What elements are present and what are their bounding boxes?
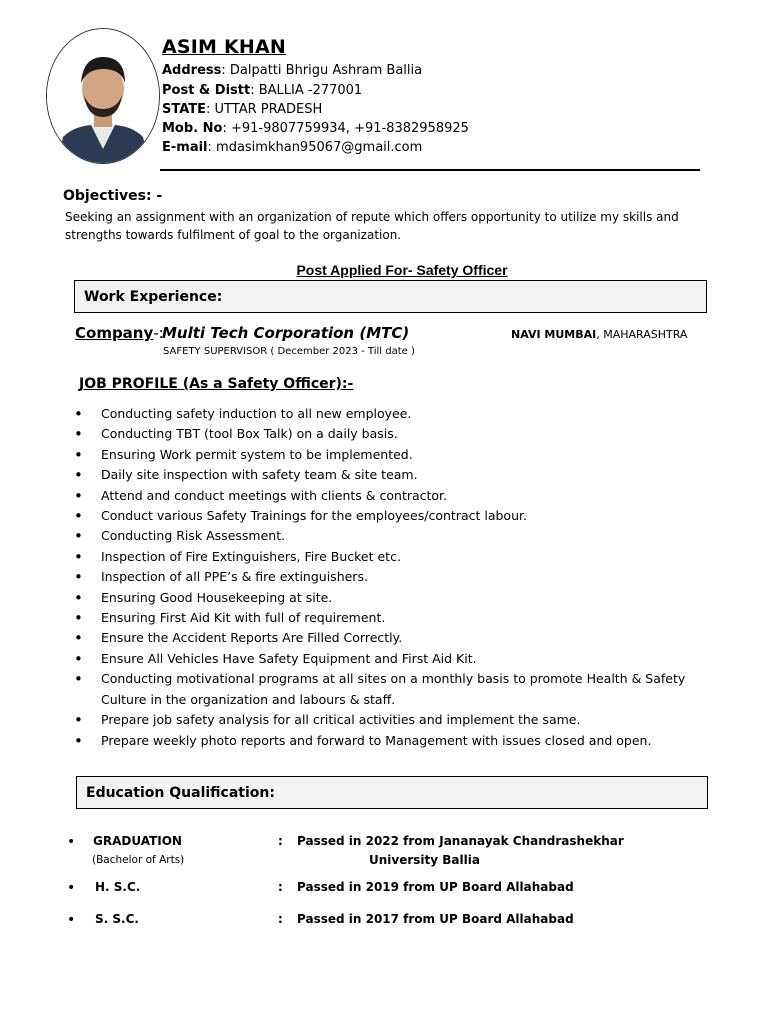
colon: : [278,912,283,926]
list-item: • Inspection of all PPE’s & fire extinguishers. [74,567,734,587]
company-separator: -: [153,324,164,342]
degree-result-line2: University Ballia [369,853,480,867]
location-state: , MAHARASHTRA [596,328,688,341]
contact-value: : Dalpatti Bhrigu Ashram Ballia [221,63,423,78]
list-item: • Conducting TBT (tool Box Talk) on a daily basis. [74,424,734,444]
degree-result: Passed in 2022 from Jananayak Chandrashekhar [297,834,624,848]
bullet: • [67,912,76,928]
list-item: • Conducting motivational programs at all sites on a monthly basis to promote Health & Safety Culture in the organization and labours & staff. [74,669,734,710]
contact-email [162,140,422,155]
section-title: Education Qualification: [86,784,275,801]
colon: : [278,880,283,894]
bullet: • [67,880,76,896]
contact-mobile [162,121,469,136]
degree-name: H. S.C. [95,880,141,894]
objectives-title: Objectives: - [63,188,163,204]
job-duties-list [74,404,734,751]
list-item: • Ensuring Work permit system to be implemented. [74,445,734,465]
profile-photo [46,28,160,164]
list-item: • Ensuring First Aid Kit with full of requirement. [74,608,734,628]
degree-name: GRADUATION [93,834,182,848]
list-item: • Inspection of Fire Extinguishers, Fire Bucket etc. [74,547,734,567]
contact-label: Post & Distt [162,83,251,98]
contact-value: : UTTAR PRADESH [206,102,323,117]
education-heading [76,776,708,809]
list-item: • Attend and conduct meetings with clients & contractor. [74,486,734,506]
list-item: • Prepare job safety analysis for all critical activities and implement the same. [74,710,734,730]
list-item: • Conducting safety induction to all new employee. [74,404,734,424]
job-role: SAFETY SUPERVISOR ( December 2023 - Till date ) [163,346,415,357]
contact-label: STATE [162,102,207,117]
person-photo-icon [47,29,159,163]
contact-state [162,102,322,117]
contact-label: Mob. No [162,121,223,136]
list-item: • Ensuring Good Housekeeping at site. [74,588,734,608]
bullet: • [67,834,76,850]
list-item: • Daily site inspection with safety team & site team. [74,465,734,485]
post-applied: Post Applied For- Safety Officer [296,262,508,278]
colon: : [278,834,283,848]
section-title: Work Experience: [84,288,223,305]
company-location [511,328,687,341]
list-item: • Conducting Risk Assessment. [74,526,734,546]
contact-address [162,63,422,78]
list-item: • Ensure All Vehicles Have Safety Equipment and First Aid Kit. [74,649,734,669]
contact-value: : BALLIA -277001 [250,83,363,98]
job-profile-title: JOB PROFILE (As a Safety Officer):- [79,376,354,392]
contact-label: E-mail [162,140,208,155]
list-item: • Prepare weekly photo reports and forward to Management with issues closed and open. [74,731,734,751]
location-city: NAVI MUMBAI [511,328,597,341]
header-divider [160,169,700,171]
company-label-text: Company [75,324,154,342]
degree-result: Passed in 2017 from UP Board Allahabad [297,912,574,926]
list-item: • Conduct various Safety Trainings for the employees/contract labour. [74,506,734,526]
contact-label: Address [162,63,222,78]
list-item: • Ensure the Accident Reports Are Filled Correctly. [74,628,734,648]
work-experience-heading [74,280,707,313]
degree-result: Passed in 2019 from UP Board Allahabad [297,880,574,894]
contact-post [162,83,362,98]
contact-value: : mdasimkhan95067@gmail.com [207,140,423,155]
objectives-text: Seeking an assignment with an organization of repute which offers opportunity to utilize my skills and strengths towards fulfilment of goal to the organization. [65,210,679,242]
degree-subtitle: (Bachelor of Arts) [92,854,185,866]
company-name: Multi Tech Corporation (MTC) [162,324,410,342]
degree-name: S. S.C. [95,912,139,926]
candidate-name: ASIM KHAN [162,36,287,58]
contact-value: : +91-9807759934, +91-8382958925 [222,121,469,136]
company-label [75,324,164,342]
